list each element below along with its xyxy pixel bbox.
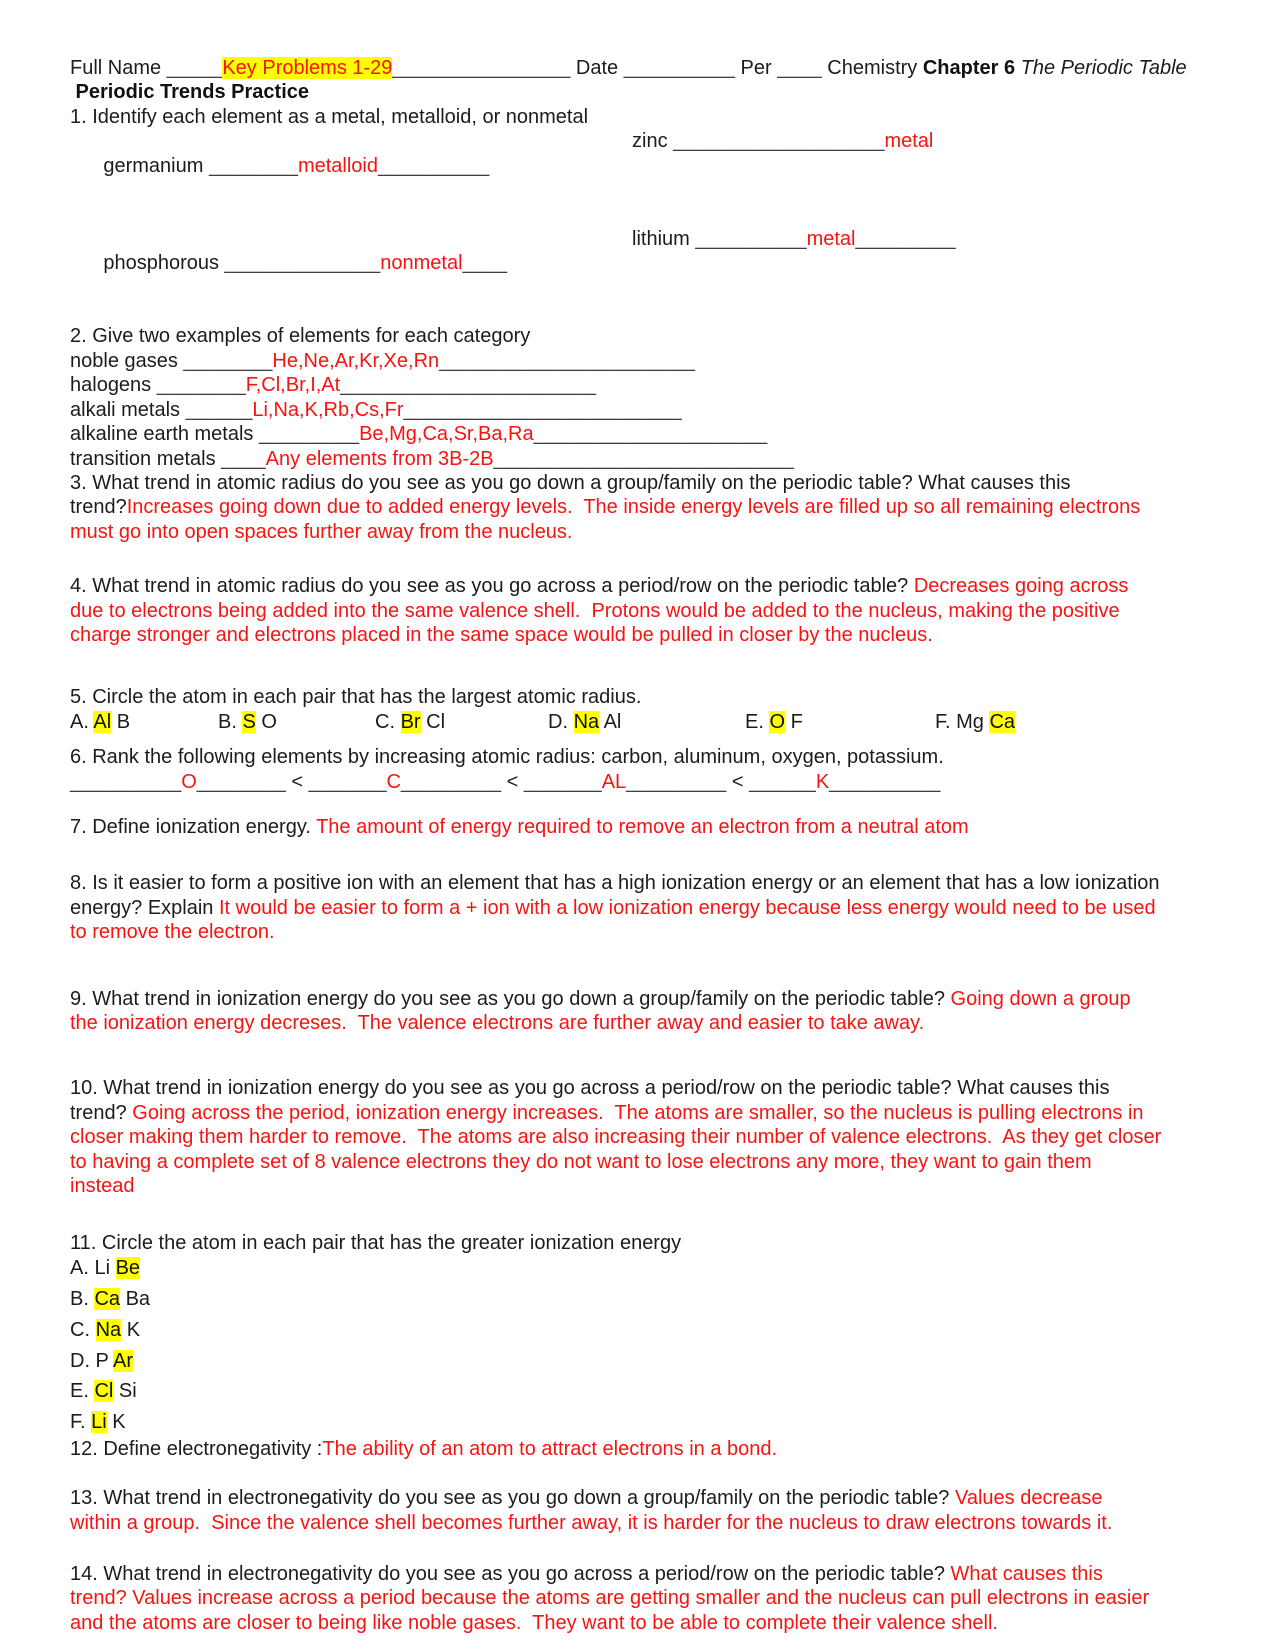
q11-item-d — [70, 1349, 1225, 1373]
blank-underline: _____ — [166, 57, 223, 79]
answer-text: What causes this — [950, 1563, 1103, 1585]
text-line — [70, 447, 1225, 471]
question-text: alkali metals — [70, 398, 186, 421]
answer-text: charge stronger and electrons placed in the same space would be pulled in closer by the nucleus. — [70, 623, 933, 646]
text-line — [70, 1611, 1225, 1635]
answer-text: nonmetal — [380, 252, 463, 275]
question-text: < — [285, 770, 309, 793]
question-text: germanium — [103, 154, 209, 177]
q1-row-germanium-zinc — [70, 129, 1225, 227]
q1-phosphorous-answer — [103, 252, 507, 274]
text-line — [70, 1011, 1225, 1035]
question-text: Cl — [420, 710, 446, 733]
question-10 — [70, 1076, 1225, 1198]
highlighted-answer: Li — [91, 1411, 107, 1434]
question-text: energy? Explain — [70, 896, 219, 919]
question-text: Chemistry — [821, 57, 923, 79]
answer-text: Be,Mg,Ca,Sr,Ba,Ra — [359, 423, 534, 446]
question-text: K — [121, 1318, 141, 1341]
text-line — [70, 1076, 1225, 1100]
question-text: < — [501, 770, 524, 793]
answer-text: F,Cl,Br,I,At — [245, 374, 341, 397]
blank-underline: _______________________ — [439, 349, 695, 372]
text-line — [70, 815, 1225, 839]
question-7 — [70, 815, 1225, 839]
blank-underline: __________ — [70, 770, 182, 793]
blank-underline: _____________________ — [533, 423, 768, 446]
question-text: Si — [113, 1380, 137, 1403]
text-line — [70, 1511, 1225, 1535]
answer-text: to remove the electron. — [70, 921, 275, 944]
text-line — [70, 599, 1225, 623]
blank-underline: _________________________ — [403, 398, 682, 421]
answer-text: Any elements from 3B-2B — [265, 447, 494, 470]
blank-underline: ________ — [183, 349, 273, 372]
answer-text: the ionization energy decreses. The valence electrons are further away and easier to take away. — [70, 1012, 925, 1034]
q6-prompt — [70, 745, 1225, 769]
answer-text: metal — [806, 227, 856, 250]
highlighted-answer: Al — [93, 710, 112, 733]
blank-underline: __________ — [829, 770, 941, 793]
q5-pair-f — [935, 710, 1015, 734]
question-text: noble gases — [70, 349, 184, 372]
blank-underline: ___________________ — [673, 130, 885, 153]
answer-text: due to electrons being added into the same valence shell. Protons would be added to the nucleus, making the positive — [70, 599, 1120, 622]
answer-text: metalloid — [297, 154, 378, 177]
q1-germanium-answer — [103, 155, 489, 177]
question-text: 11. Circle the atom in each pair that has the greater ionization energy — [70, 1232, 682, 1255]
blank-underline: __________ — [695, 227, 807, 250]
q11-item-b — [70, 1287, 1225, 1311]
question-text: K — [106, 1411, 126, 1434]
answer-text: C — [386, 770, 401, 793]
question-11 — [70, 1231, 1225, 1434]
q1-prompt — [70, 105, 1225, 129]
question-text: Ba — [120, 1287, 151, 1310]
highlighted-answer: Cl — [94, 1380, 114, 1403]
question-text: A. — [70, 710, 94, 733]
blank-underline: _________ — [400, 770, 502, 793]
question-text: B. — [70, 1287, 95, 1310]
blank-underline: _________ — [626, 770, 727, 793]
text-line — [70, 1174, 1225, 1198]
q5-pair-e — [745, 710, 935, 734]
question-text: zinc — [632, 130, 674, 153]
blank-underline: __________ — [623, 57, 735, 79]
question-2 — [70, 324, 1225, 470]
blank-underline: __________ — [377, 154, 490, 177]
answer-text: must go into open spaces further away from the nucleus. — [70, 520, 573, 543]
answer-text: Increases going down due to added energy levels. The inside energy levels are filled up so all remaining electrons — [126, 496, 1141, 519]
q11-prompt — [70, 1231, 1225, 1255]
question-text: Date — [570, 57, 624, 79]
question-text: trend? — [70, 496, 127, 519]
answer-text: closer making them harder to remove. The atoms are also increasing their number of valence electrons. As they get closer — [70, 1126, 1162, 1149]
question-text: 14. What trend in electronegativity do you see as you go across a period/row on the periodic table? — [70, 1563, 951, 1585]
highlighted-answer: Ar — [113, 1349, 133, 1372]
q1-zinc-answer — [632, 129, 933, 153]
blank-underline: _______________________ — [340, 374, 597, 397]
blank-underline: ____ — [462, 252, 508, 275]
answer-text: and the atoms are closer to being like noble gases. They want to be able to complete their valence shell. — [70, 1611, 998, 1634]
question-text: transition metals — [70, 447, 222, 470]
blank-underline: _________ — [258, 423, 360, 446]
question-text: C. — [70, 1318, 96, 1341]
question-text: C. — [375, 710, 401, 733]
text-line — [70, 349, 1225, 373]
text-line — [70, 987, 1225, 1011]
blank-underline: ____ — [777, 57, 822, 79]
italic-text: The Periodic Table — [1020, 57, 1187, 79]
answer-text: He,Ne,Ar,Kr,Xe,Rn — [272, 349, 440, 372]
question-text: 5. Circle the atom in each pair that has the largest atomic radius. — [70, 686, 642, 709]
question-3 — [70, 471, 1225, 544]
question-6 — [70, 745, 1225, 794]
text-line — [70, 920, 1225, 944]
q5-pair-b — [218, 710, 375, 734]
answer-text: It would be easier to form a + ion with a low ionization energy because less energy would need to be used — [218, 896, 1156, 919]
blank-underline: _________ — [855, 227, 956, 250]
question-text: 2. Give two examples of elements for each category — [70, 325, 531, 348]
answer-text: Values decrease — [954, 1487, 1103, 1510]
question-5 — [70, 685, 1225, 734]
highlighted-answer: Na — [573, 710, 600, 733]
question-text: halogens — [70, 374, 157, 397]
question-text: O — [255, 710, 277, 733]
answer-text: Decreases going across — [913, 575, 1129, 598]
question-text: 9. What trend in ionization energy do you see as you go down a group/family on the periodic table? — [70, 987, 951, 1010]
blank-underline: ________________ — [392, 57, 571, 79]
answer-text: metal — [884, 130, 934, 153]
question-text: 12. Define electronegativity : — [70, 1437, 323, 1460]
question-text: Al — [599, 710, 622, 733]
text-line — [70, 1150, 1225, 1174]
bold-text: Periodic Trends Practice — [70, 81, 309, 104]
header-line — [70, 56, 1225, 80]
question-9 — [70, 987, 1225, 1036]
answer-text: within a group. Since the valence shell becomes further away, it is harder for the nucleus to draw electrons towards it. — [70, 1511, 1113, 1534]
question-4 — [70, 574, 1225, 647]
question-text: 6. Rank the following elements by increasing atomic radius: carbon, aluminum, oxygen, potassium. — [70, 746, 944, 769]
blank-underline: ___________________________ — [493, 447, 794, 470]
highlighted-answer: Na — [95, 1318, 122, 1341]
blank-underline: _______ — [308, 770, 387, 793]
answer-text: The ability of an atom to attract electrons in a bond. — [322, 1437, 778, 1460]
text-line — [70, 398, 1225, 422]
question-text: 8. Is it easier to form a positive ion with an element that has a high ionization energy or an element that has a low ionization — [70, 872, 1160, 895]
question-text: B — [111, 710, 131, 733]
question-text: Per — [734, 57, 778, 79]
answer-text: instead — [70, 1175, 135, 1198]
highlighted-answer: Ca — [94, 1287, 121, 1310]
q5-pair-d — [548, 710, 745, 734]
question-text: phosphorous — [103, 252, 225, 275]
q5-prompt — [70, 685, 1225, 709]
text-line — [70, 520, 1225, 544]
question-text: D. — [548, 710, 574, 733]
q2-prompt — [70, 324, 1225, 348]
answer-text: Going across the period, ionization energy increases. The atoms are smaller, so the nucleus is pulling electrons in — [132, 1101, 1144, 1124]
question-8 — [70, 871, 1225, 944]
question-1 — [70, 105, 1225, 325]
highlighted-answer: Be — [115, 1256, 141, 1279]
highlighted-answer: Key Problems 1-29 — [222, 57, 393, 79]
text-line — [70, 373, 1225, 397]
q5-pair-c — [375, 710, 548, 734]
text-line — [70, 871, 1225, 895]
question-text: B. — [218, 710, 243, 733]
q11-item-e — [70, 1379, 1225, 1403]
question-13 — [70, 1486, 1225, 1535]
question-text: A. Li — [70, 1256, 116, 1279]
q11-item-f — [70, 1410, 1225, 1434]
q11-item-c — [70, 1318, 1225, 1342]
text-line — [70, 471, 1225, 495]
question-text: lithium — [632, 227, 696, 250]
text-line — [70, 574, 1225, 598]
blank-underline: ________ — [208, 154, 298, 177]
text-line — [70, 422, 1225, 446]
blank-underline: ______ — [185, 398, 253, 421]
question-text: alkaline earth metals — [70, 423, 259, 446]
question-text: E. — [745, 710, 770, 733]
highlighted-answer: Br — [400, 710, 421, 733]
highlighted-answer: Ca — [989, 710, 1016, 733]
answer-text: to having a complete set of 8 valence electrons they do not want to lose electrons any more, they want to gain them — [70, 1150, 1092, 1173]
text-line — [70, 1586, 1225, 1610]
q1-row-phosphorous-lithium — [70, 227, 1225, 325]
question-text: Full Name — [70, 57, 167, 79]
worksheet-title — [70, 80, 1225, 104]
text-line — [70, 495, 1225, 519]
question-text: F. Mg — [935, 710, 990, 733]
answer-text: trend? Values increase across a period because the atoms are getting smaller and the nucleus can pull electrons in easier — [70, 1587, 1150, 1610]
question-text: 1. Identify each element as a metal, metalloid, or nonmetal — [70, 105, 589, 128]
text-line — [70, 1486, 1225, 1510]
question-text: 3. What trend in atomic radius do you see as you go down a group/family on the periodic table? What causes this — [70, 471, 1071, 494]
question-text: E. — [70, 1380, 95, 1403]
answer-text: O — [181, 770, 197, 793]
q5-pairs-row — [70, 710, 1225, 734]
text-line — [70, 1101, 1225, 1125]
question-text: F — [785, 710, 803, 733]
q2-answer-lines — [70, 349, 1225, 471]
answer-text: Going down a group — [950, 987, 1131, 1010]
text-line — [70, 1562, 1225, 1586]
q11-item-a — [70, 1256, 1225, 1280]
blank-underline: ______ — [749, 770, 816, 793]
text-line — [70, 896, 1225, 920]
text-line — [70, 623, 1225, 647]
answer-text: Li,Na,K,Rb,Cs,Fr — [252, 398, 404, 421]
text-line — [70, 1437, 1225, 1461]
highlighted-answer: O — [769, 710, 786, 733]
question-text: 4. What trend in atomic radius do you see as you go across a period/row on the periodic table? — [70, 575, 914, 598]
question-text: trend? — [70, 1101, 133, 1124]
blank-underline: _______ — [523, 770, 602, 793]
q6-rank-answer — [70, 770, 1225, 794]
question-text: 13. What trend in electronegativity do you see as you go down a group/family on the periodic table? — [70, 1487, 955, 1510]
question-12 — [70, 1437, 1225, 1461]
highlighted-answer: S — [242, 710, 256, 733]
q5-pair-a — [70, 710, 218, 734]
answer-text: The amount of energy required to remove an electron from a neutral atom — [316, 815, 969, 838]
blank-underline: ________ — [196, 770, 286, 793]
question-text: < — [726, 770, 750, 793]
answer-text: AL — [601, 770, 627, 793]
question-text: F. — [70, 1411, 92, 1434]
question-text: D. P — [70, 1349, 113, 1372]
blank-underline: ____ — [221, 447, 266, 470]
bold-text: Chapter 6 — [922, 57, 1016, 79]
blank-underline: ________ — [156, 374, 246, 397]
q1-lithium-answer — [632, 227, 956, 251]
question-text: 10. What trend in ionization energy do you see as you go across a period/row on the periodic table? What causes this — [70, 1077, 1110, 1100]
blank-underline: ______________ — [224, 252, 381, 275]
text-line — [70, 1125, 1225, 1149]
answer-text: K — [815, 770, 830, 793]
question-text: 7. Define ionization energy. — [70, 815, 317, 838]
question-14 — [70, 1562, 1225, 1635]
